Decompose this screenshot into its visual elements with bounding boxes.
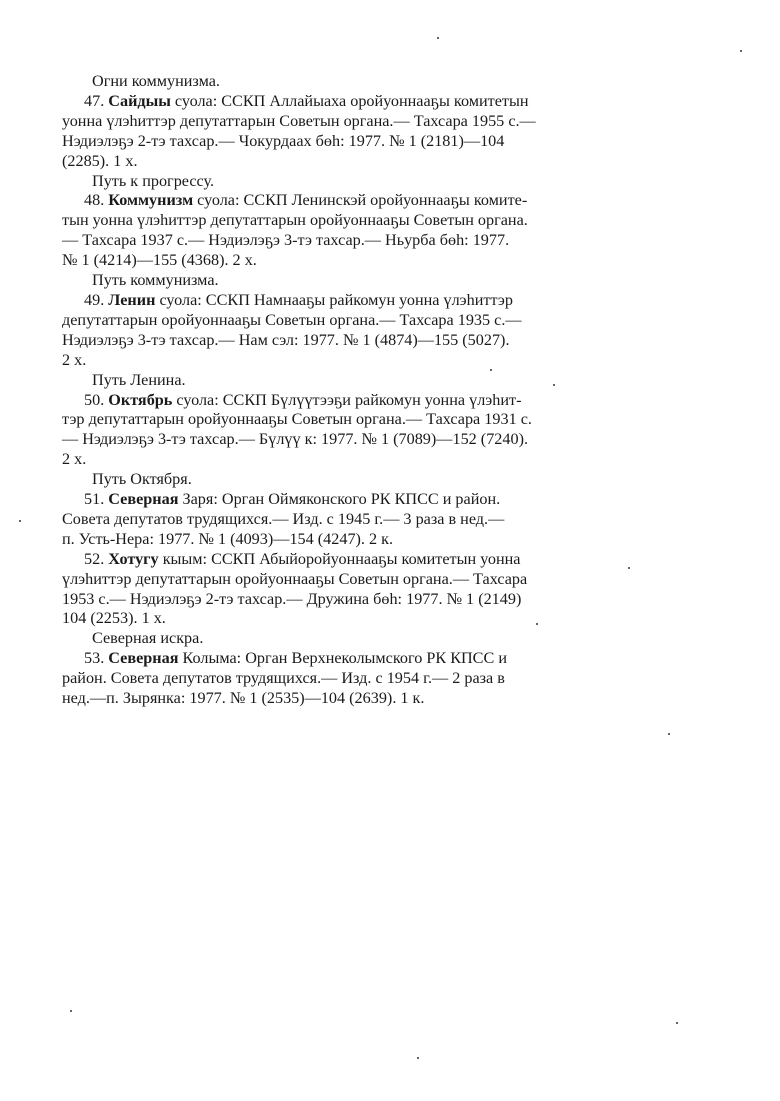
entry-text: суола: ССКП Ленинскэй оройуоннааҕы комите-	[193, 191, 528, 210]
translation-title: Огни коммунизма.	[92, 72, 220, 90]
entry-line	[62, 550, 754, 570]
entry-text: суола: ССКП Намнааҕы райкомун уонна үлэһиттэр	[155, 290, 513, 309]
entry-text: суола: ССКП Бүлүүтээҕи райкомун уонна үлэһит-	[172, 390, 522, 409]
bibliography-entry	[62, 191, 754, 271]
entry-number: 52.	[84, 549, 105, 568]
entry-line	[62, 649, 754, 669]
entry-line: (2285). 1 х.	[62, 151, 138, 170]
bibliography-entry	[62, 92, 754, 172]
entry-title: Северная	[108, 649, 179, 668]
bibliography-entry	[62, 490, 754, 550]
entry-line	[62, 92, 754, 112]
scan-speck	[490, 369, 492, 371]
bibliography-entry	[62, 391, 754, 471]
entry-number: 50.	[84, 390, 105, 409]
scan-speck	[536, 623, 538, 625]
entry-line: — Нэдиэлэҕэ 3-тэ тахсар.— Бүлүү к: 1977. № 1 (7089)—152 (7240).	[62, 430, 529, 449]
entry-line: 2 х.	[62, 350, 87, 369]
entry-line	[62, 391, 754, 411]
entry-line: нед.—п. Зырянка: 1977. № 1 (2535)—104 (2639). 1 к.	[62, 689, 425, 708]
entry-title: Ленин	[108, 290, 156, 309]
entry-title: Северная	[108, 490, 179, 509]
entry-line: район. Совета депутатов трудящихся.— Изд. с 1954 г.— 2 раза в	[62, 669, 505, 688]
bibliography-entry	[62, 649, 754, 709]
entry-number: 53.	[84, 649, 105, 668]
entry-line: 2 х.	[62, 450, 87, 469]
entry-text: Заря: Орган Оймяконского РК КПСС и район.	[178, 490, 501, 509]
bibliography-page	[62, 72, 754, 709]
scan-speck	[437, 37, 439, 39]
scan-speck	[740, 50, 742, 52]
entry-line: тын уонна үлэһиттэр депутаттарын оройуоннааҕы Советын органа.	[62, 211, 528, 230]
entry-text: Колыма: Орган Верхнеколымского РК КПСС и	[178, 649, 507, 668]
scan-speck	[70, 1010, 72, 1012]
entry-line: п. Усть-Нера: 1977. № 1 (4093)—154 (4247). 2 к.	[62, 529, 394, 548]
entry-line: — Тахсара 1937 с.— Нэдиэлэҕэ 3-тэ тахсар.— Ньурба бөһ: 1977.	[62, 231, 510, 250]
translation-title: Путь Ленина.	[92, 370, 186, 389]
bibliography-entry	[62, 291, 754, 371]
scan-speck	[553, 384, 555, 386]
entry-number: 49.	[84, 290, 105, 309]
translation-title: Северная искра.	[92, 629, 204, 648]
translation-title: Путь к прогрессу.	[92, 171, 215, 190]
translation-title: Путь коммунизма.	[92, 271, 219, 290]
bibliography-entry	[62, 550, 754, 630]
scan-speck	[19, 520, 21, 522]
translation-title: Путь Октября.	[92, 470, 192, 489]
scan-speck	[628, 567, 630, 569]
entry-line: Нэдиэлэҕэ 2-тэ тахсар.— Чокурдаах бөһ: 1977. № 1 (2181)—104	[62, 131, 505, 150]
entry-line	[62, 490, 754, 510]
entry-text: суола: ССКП Аллайыаха оройуоннааҕы комитетын	[170, 91, 529, 110]
entry-line: депутаттарын оройуоннааҕы Советын органа.— Тахсара 1935 с.—	[62, 310, 522, 329]
scan-speck	[417, 1057, 419, 1059]
entry-line: уонна үлэһиттэр депутаттарын Советын органа.— Тахсара 1955 с.—	[62, 111, 536, 130]
entry-number: 48.	[84, 191, 105, 210]
entry-title: Сайдыы	[108, 91, 171, 110]
scan-speck	[676, 1022, 678, 1024]
entry-line	[62, 191, 754, 211]
entry-line: Совета депутатов трудящихся.— Изд. с 1945 г.— 3 раза в нед.—	[62, 509, 505, 528]
entry-number: 51.	[84, 490, 105, 509]
entry-line: үлэһиттэр депутаттарын оройуоннааҕы Советын органа.— Тахсара	[62, 569, 528, 588]
entry-line: 104 (2253). 1 х.	[62, 609, 166, 628]
entry-title: Октябрь	[108, 390, 173, 409]
entry-number: 47.	[84, 91, 105, 110]
entry-title: Коммунизм	[108, 191, 194, 210]
entry-line: Нэдиэлэҕэ 3-тэ тахсар.— Нам сэл: 1977. № 1 (4874)—155 (5027).	[62, 330, 510, 349]
entry-text: кыым: ССКП Абыйоройуоннааҕы комитетын уонна	[158, 549, 521, 568]
entry-title: Хотугу	[108, 549, 159, 568]
entry-line: 1953 с.— Нэдиэлэҕэ 2-тэ тахсар.— Дружина бөһ: 1977. № 1 (2149)	[62, 589, 522, 608]
entry-line: тэр депутаттарын оройуоннааҕы Советын органа.— Тахсара 1931 с.	[62, 410, 532, 429]
entry-line	[62, 291, 754, 311]
scan-speck	[668, 733, 670, 735]
entry-line: № 1 (4214)—155 (4368). 2 х.	[62, 251, 257, 270]
